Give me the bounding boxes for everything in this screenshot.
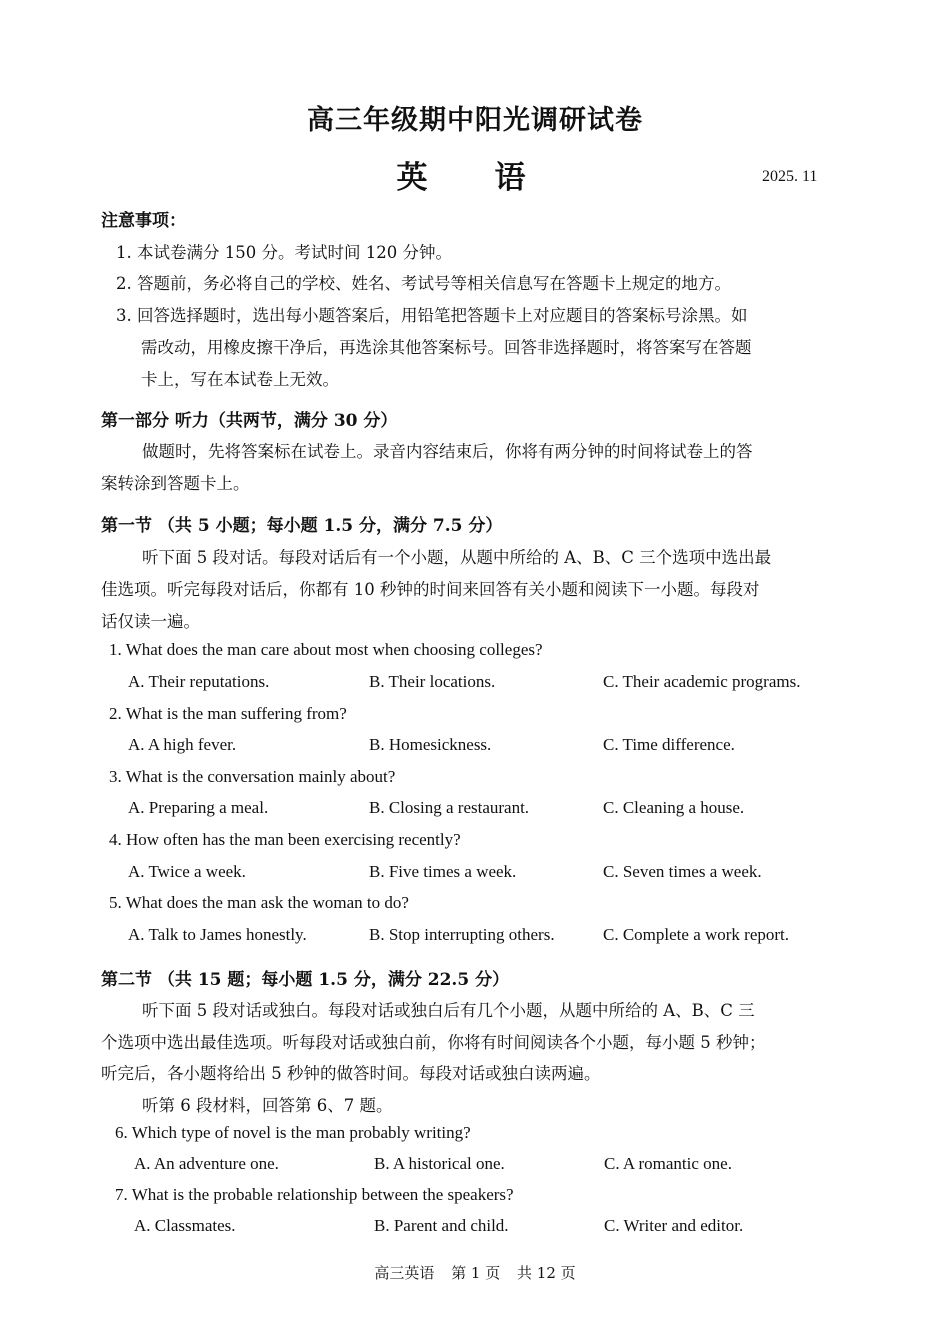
option-a: A. Classmates. (134, 1216, 236, 1235)
option-c: C. Cleaning a house. (603, 798, 745, 817)
option-b: B. Homesickness. (369, 735, 492, 754)
option-b: B. Stop interrupting others. (369, 925, 555, 944)
option-b: B. Closing a restaurant. (369, 798, 530, 817)
question-1: 1. What does the man care about most when choosing colleges? (109, 640, 543, 659)
footer-page-total: 共 12 页 (517, 1264, 576, 1282)
notice-item: 需改动，用橡皮擦干净后，再选涂其他答案标号。回答非选择题时，将答案写在答题 (141, 338, 752, 357)
notice-heading: 注意事项： (101, 211, 186, 231)
part1-intro: 案转涂到答题卡上。 (101, 474, 250, 493)
option-b: B. Parent and child. (374, 1216, 509, 1235)
section1-heading: 第一节 （共 5 小题；每小题 1.5 分，满分 7.5 分） (101, 516, 503, 536)
question-7: 7. What is the probable relationship between the speakers? (115, 1185, 514, 1204)
page-footer (0, 1262, 950, 1283)
notice-item: 2. 答题前，务必将自己的学校、姓名、考试号等相关信息写在答题卡上规定的地方。 (116, 274, 731, 293)
question-5: 5. What does the man ask the woman to do? (109, 893, 409, 912)
notice-item: 卡上，写在本试卷上无效。 (141, 370, 339, 389)
option-a: A. A high fever. (128, 735, 237, 754)
exam-date: 2025. 11 (762, 168, 818, 185)
option-a: A. Twice a week. (128, 862, 246, 881)
option-b: B. Five times a week. (369, 862, 517, 881)
section2-intro: 听下面 5 段对话或独白。每段对话或独白后有几个小题，从题中所给的 A、B、C 三 (142, 1001, 755, 1020)
option-c: C. Complete a work report. (603, 925, 790, 944)
section1-intro: 听下面 5 段对话。每段对话后有一个小题，从题中所给的 A、B、C 三个选项中选出最 (142, 548, 772, 567)
option-b: B. Their locations. (369, 672, 496, 691)
option-c: C. Time difference. (603, 735, 735, 754)
material-instruction: 听第 6 段材料，回答第 6、7 题。 (142, 1096, 393, 1115)
option-b: B. A historical one. (374, 1154, 505, 1173)
section2-heading: 第二节 （共 15 题；每小题 1.5 分，满分 22.5 分） (101, 970, 510, 990)
option-c: C. Their academic programs. (603, 672, 801, 691)
option-a: A. An adventure one. (134, 1154, 279, 1173)
section1-intro: 佳选项。听完每段对话后，你都有 10 秒钟的时间来回答有关小题和阅读下一小题。每段对 (101, 580, 760, 599)
notice-item: 1. 本试卷满分 150 分。考试时间 120 分钟。 (116, 243, 452, 262)
footer-exam-name: 高三英语 (374, 1264, 435, 1282)
exam-title: 高三年级期中阳光调研试卷 (307, 105, 643, 136)
option-a: A. Preparing a meal. (128, 798, 269, 817)
notice-item: 3. 回答选择题时，选出每小题答案后，用铅笔把答题卡上对应题目的答案标号涂黑。如 (116, 306, 748, 325)
section2-intro: 听完后，各小题将给出 5 秒钟的做答时间。每段对话或独白读两遍。 (101, 1064, 601, 1083)
option-c: C. Seven times a week. (603, 862, 762, 881)
question-6: 6. Which type of novel is the man probably writing? (115, 1123, 471, 1142)
footer-page-number: 第 1 页 (451, 1264, 501, 1282)
subject-title: 英 语 (396, 160, 544, 196)
option-c: C. Writer and editor. (604, 1216, 744, 1235)
part1-heading: 第一部分 听力（共两节，满分 30 分） (101, 411, 398, 431)
section2-intro: 个选项中选出最佳选项。听每段对话或独白前，你将有时间阅读各个小题，每小题 5 秒钟； (101, 1033, 766, 1052)
section1-intro: 话仅读一遍。 (101, 612, 200, 631)
option-a: A. Talk to James honestly. (128, 925, 307, 944)
question-4: 4. How often has the man been exercising recently? (109, 830, 461, 849)
question-3: 3. What is the conversation mainly about? (109, 767, 396, 786)
option-c: C. A romantic one. (604, 1154, 732, 1173)
question-2: 2. What is the man suffering from? (109, 704, 347, 723)
part1-intro: 做题时，先将答案标在试卷上。录音内容结束后，你将有两分钟的时间将试卷上的答 (142, 442, 753, 461)
option-a: A. Their reputations. (128, 672, 270, 691)
